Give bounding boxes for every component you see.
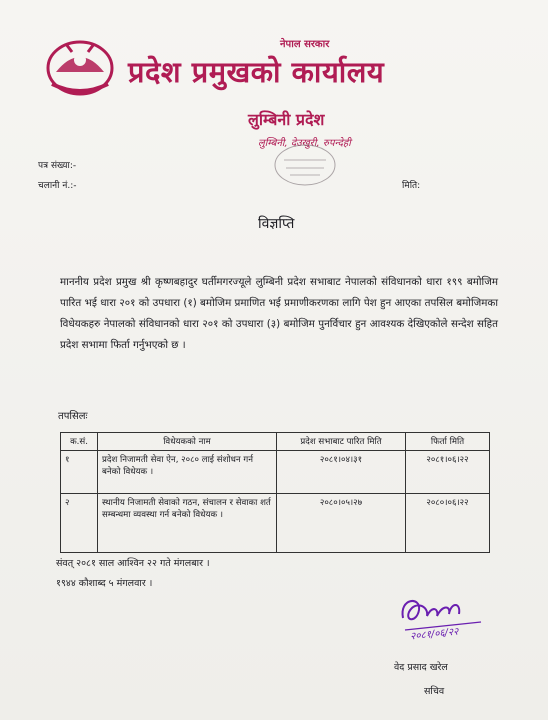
row-returned-date: २०८१।०६।२२ — [406, 451, 490, 494]
col-serial: क.सं. — [61, 433, 98, 451]
signature-date: २०८१/०६/२२ — [409, 626, 459, 643]
row-passed-date: २०८०।०५।२७ — [277, 494, 406, 553]
table-header-row — [61, 433, 490, 451]
bills-table — [60, 432, 490, 553]
row-serial: २ — [61, 494, 98, 553]
table-row — [61, 494, 490, 553]
col-passed-date: प्रदेश सभाबाट पारित मिति — [277, 433, 406, 451]
notice-body: माननीय प्रदेश प्रमुख श्री कृष्णबहादुर घर्तीमगरज्यूले लुम्बिनी प्रदेश सभाबाट नेपालको संविधानको धारा १९९ बमोजिम पारित भई धारा २०१ को उपधारा (१) बमोजिम प्रमाणित भई प्रमाणीकरणका लागि पेश हुन आएका तपसिल बमोजिमका विधेयकहरु नेपालको संविधानको धारा २०१ को उपधारा (३) बमोजिम पुनर्विचार हुन आवश्यक देखिएकोले सन्देश सहित प्रदेश सभामा फिर्ता गर्नुभएको छ । — [60, 276, 498, 351]
office-stamp — [272, 142, 338, 188]
row-returned-date: २०८०।०६।२२ — [406, 494, 490, 553]
kaushal-date-line: १९४४ कौशाब्द ५ मंगलवार । — [56, 578, 153, 589]
col-bill-name: विधेयकको नाम — [98, 433, 277, 451]
row-bill-name: स्थानीय निजामती सेवाको गठन, संचालन र सेवाका शर्त सम्बन्धमा व्यवस्था गर्न बनेको विधेयक । — [98, 494, 277, 553]
province-name: लुम्बिनी प्रदेश — [248, 110, 325, 129]
nepal-emblem-logo — [44, 34, 116, 98]
col-returned-date: फिर्ता मिति — [406, 433, 490, 451]
row-serial: १ — [61, 451, 98, 494]
letter-number-label: पत्र संख्या:- — [38, 161, 77, 171]
dispatch-number-label: चलानी नं.:- — [38, 181, 77, 191]
samvat-date-line: संवत् २०८१ साल आश्विन २२ गते मंगलबार । — [56, 558, 210, 569]
signatory-name: वेद प्रसाद खरेल — [394, 662, 448, 673]
date-label: मिति: — [402, 181, 421, 191]
signatory-title: सचिव — [424, 686, 445, 697]
table-row — [61, 451, 490, 494]
row-passed-date: २०८१।०४।३१ — [277, 451, 406, 494]
details-label: तपसिलः — [58, 411, 88, 422]
notice-title: विज्ञप्ति — [258, 216, 295, 232]
government-label: नेपाल सरकार — [280, 39, 330, 50]
row-bill-name: प्रदेश निजामती सेवा ऐन, २०८० लाई संशोधन गर्न बनेको विधेयक । — [98, 451, 277, 494]
office-address: लुम्बिनी, देउखुरी, रुपन्देही — [258, 138, 351, 149]
office-title: प्रदेश प्रमुखको कार्यालय — [128, 55, 385, 89]
